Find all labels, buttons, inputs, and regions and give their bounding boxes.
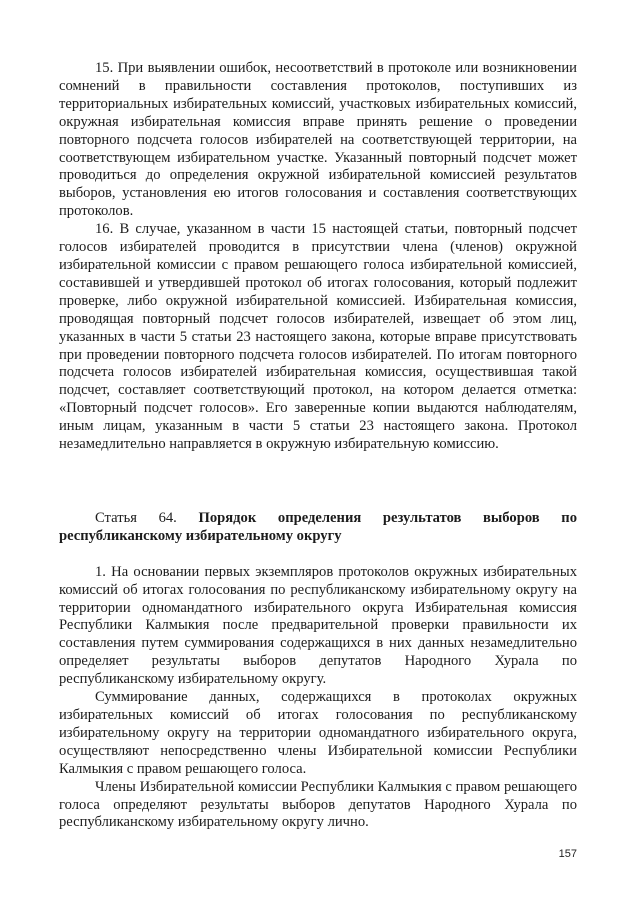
- paragraph-16: 16. В случае, указанном в части 15 настоящей статьи, повторный подсчет голосов избирателей проводится в присутствии члена (членов) окружной избирательной комиссии с правом решающего голоса избирательной комиссией, составившей и утвердившей протокол об итогах голосования, который подлежит проверке, либо окружной избирательной комиссией. Избирательная комиссия, проводящая повторный подсчет голосов избирателей, извещает об этом лиц, указанных в части 5 статьи 23 настоящего закона, которые вправе присутствовать при проведении повторного подсчета голосов избирателей. По итогам повторного подсчета голосов избирателей избирательная комиссия, осуществившая такой подсчет, составляет соответствующий протокол, на котором делается отметка: «Повторный подсчет голосов». Его заверенные копии выдаются наблюдателям, иным лицам, указанным в части 5 статьи 23 настоящего закона. Протокол незамедлительно направляется в окружную избирательную комиссию.: [59, 221, 577, 453]
- article-number: Статья 64.: [95, 509, 199, 526]
- paragraph-15: 15. При выявлении ошибок, несоответствий в протоколе или возникновении сомнений в правильности составления протоколов, поступивших из территориальных избирательных комиссий, участковых избирательных комиссий, окружная избирательная комиссия вправе принять решение о проведении повторного подсчета голосов избирателей на соответствующей территории, на соответствующем избирательном участке. Указанный повторный подсчет может проводиться до определения окружной избирательной комиссией результатов выборов, установления ею итогов голосования и составления соответствующих протоколов.: [59, 60, 577, 220]
- paragraph-summation: Суммирование данных, содержащихся в протоколах окружных избирательных комиссий об итогах голосования по республиканскому избирательному округу на территории одномандатного избирательного округа, осуществляют непосредственно члены Избирательной комиссии Республики Калмыкия с правом решающего голоса.: [59, 689, 577, 777]
- paragraph-1: 1. На основании первых экземпляров протоколов окружных избирательных комиссий об итогах голосования по республиканскому избирательному округу на территории одномандатного избирательного округа Избирательная комиссия Республики Калмыкия после предварительной проверки правильности их составления путем суммирования содержащихся в них данных незамедлительно определяет результаты выборов депутатов Народного Хурала по республиканскому избирательному округу.: [59, 563, 577, 688]
- article-heading: [59, 510, 577, 546]
- paragraph-members: Члены Избирательной комиссии Республики Калмыкия с правом решающего голоса определяют результаты выборов депутатов Народного Хурала по республиканскому избирательному округу лично.: [59, 778, 577, 831]
- section-spacer: [59, 454, 577, 510]
- article-title: Порядок определения результатов выборов по республиканскому избирательному округу: [59, 509, 577, 544]
- page-number: 157: [558, 848, 577, 860]
- document-page: [59, 60, 577, 832]
- heading-spacer: [59, 546, 577, 564]
